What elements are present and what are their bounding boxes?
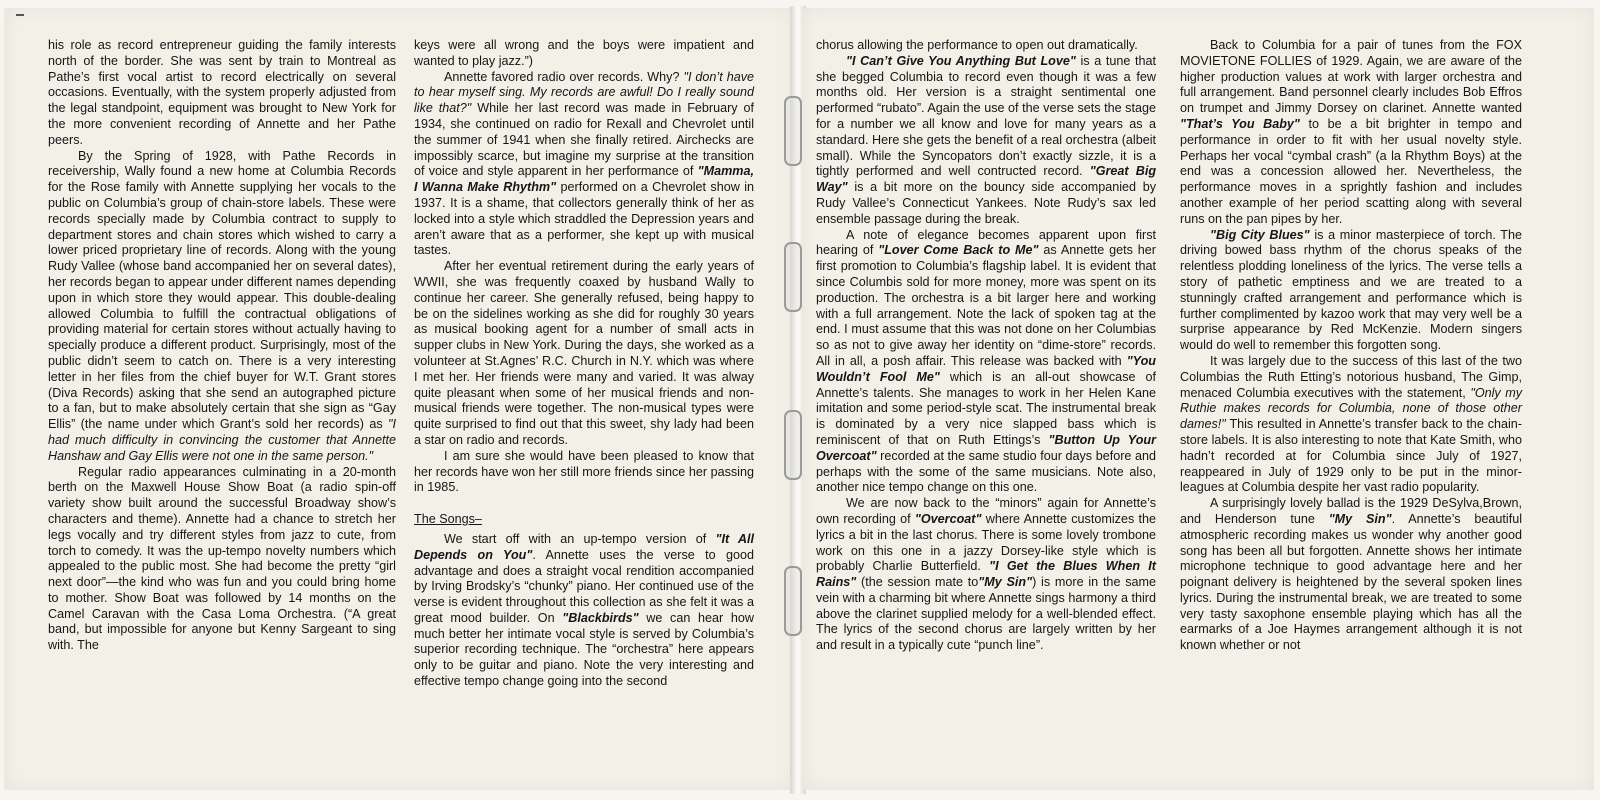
paragraph: "Big City Blues" is a minor masterpiece of torch. The driving bowed bass rhythm of the chorus speaks of the relentless plodding loneliness of the lyrics. The verse tells a story of pathetic emptiness and we are treated to a stunningly crafted arrangement and performance which is further complimented by kazoo work that may very well be a surprise appearance by Red McKenzie. Modern singers would do well to remember this forgotten song. (1180, 227, 1522, 353)
quote: "I don’t have to hear myself sing. My records are awful! Do I really sound like that?" (414, 69, 755, 116)
paragraph: Annette favored radio over records. Why? "I don’t have to hear myself sing. My records are awful! Do I really sound like that?" While her last record was made in February of 1934, she continued on radio for Rexall and Chevrolet until the summer of 1941 when she finally retired. Airchecks are impossibly scarce, but imagine my surprise at the transition of voice and style apparent in her performance of "Mamma, I Wanna Make Rhythm" performed on a Chevrolet show in 1937. It is a shame, that collectors generally think of her as locked into a style which straddled the Depression years and aren’t aware that as a performer, she kept up with musical tastes. (414, 69, 755, 258)
paragraph: A note of elegance becomes apparent upon first hearing of "Lover Come Back to Me" as Annette gets her first promotion to Columbia’s flagship label. It is evident that since Columbis sold for more money, more was spent on its production. The orchestra is a bit larger here and working with a full arrangement. Note the lack of spoken tag at the end. I must assume that this was not done on her Columbias so as not to give away her identity on “dime-store” records. All in all, a posh affair. This release was backed with "You Wouldn’t Fool Me" which is an all-out showcase of Annette’s talents. She manages to work in her Helen Kane imitation and some period-style scat. The instrumental break is dominated by a very nice slapped bass which is reminiscent of that on Ruth Ettings’s "Button Up Your Overcoat" recorded at the same studio four days before and perhaps with the some of the same musicians. Note also, another nice tempo change on this one. (816, 227, 1157, 495)
staple (784, 96, 802, 166)
song-title: "My Sin" (1328, 511, 1392, 526)
section-heading: The Songs– (414, 512, 482, 527)
paragraph: By the Spring of 1928, with Pathe Records in receivership, Wally found a new home at Columbia Records for the Rose family with Annette supplying her vocals to the public on Columbia’s group of chain-store labels. These were records specially made by Columbia contract to supply to department stores and chain stores which wished to carry a lower priced proprietary line of records. Along with the young Rudy Vallee (whose band accompanied her on several dates), her records began to appear under different names depending upon in which store they would appear. This double-dealing allowed Columbia to fulfill the contractual obligations of providing material for certain stores without actually having to specially produce a different product. Surprisingly, most of the public didn’t seem to catch on. There is a very interesting letter in her files from the chief buyer for W.T. Grant stores (Diva Records) asking that she send an autographed picture to a fan, but to make absolutely certain that she sign as “Gay Ellis” (the name under which Grant’s sold her records) as "I had much difficulty in convincing the customer that Annette Hanshaw and Gay Ellis were not one in the same person." (48, 148, 397, 463)
song-title: "I Get the Blues When It Rains" (816, 559, 1156, 590)
song-title: "That’s You Baby" (1180, 116, 1300, 131)
left-page (4, 8, 794, 790)
paragraph: chorus allowing the performance to open out dramatically. (816, 38, 1138, 52)
song-title: "You Wouldn’t Fool Me" (816, 353, 1156, 384)
song-title: "Blackbirds" (562, 610, 639, 625)
staple (784, 566, 802, 636)
right-page (802, 8, 1594, 790)
song-title: "Great Big Way" (816, 164, 1157, 195)
song-title: "I Can’t Give You Anything But Love" (846, 53, 1076, 68)
paragraph: We start off with an up-tempo version of "It All Depends on You". Annette uses the verse to good advantage and does a straight vocal rendition accompanied by Irving Brodsky’s “chunky” piano. Her continued use of the verse is evident throughout this collection as she felt it was a great mood builder. On "Blackbirds" we can hear how much better her intimate vocal style is served by Columbia’s superior recording technique. The “orchestra” here appears only to be guitar and piano. Note the very interesting and effective tempo change going into the second (414, 531, 755, 689)
paragraph: A surprisingly lovely ballad is the 1929 DeSylva,Brown, and Henderson tune "My Sin". Annette’s beautiful atmospheric recording makes us wonder why another good song has been all but forgotten. Annette shows her intimate microphone technique to good advantage here and her poignant delivery is heightened by the several spoken lines lyrics. During the instrumental break, we are treated to some very tasty saxophone ensemble playing which has all the earmarks of a Joe Haymes arrangement although it is not known whether or not (1180, 496, 1522, 653)
paragraph: his role as record entrepreneur guiding the family interests north of the border. She was sent by train to Montreal as Pathe’s first vocal artist to record electrically on several occasions. Eventually, with the system properly adjusted from the legal standpoint, equipment was brought to New York for the more convenient recording of Annette and her Pathe peers. (48, 38, 396, 147)
song-title: "Big City Blues" (1210, 227, 1310, 242)
corner-mark (16, 14, 24, 16)
paragraph: I am sure she would have been pleased to know that her records have won her still more friends since her passing in 1985. (414, 448, 754, 495)
staple (784, 410, 802, 480)
paragraph: We are now back to the “minors” again for Annette’s own recording of "Overcoat" where Annette customizes the lyrics a bit in the last chorus. There is some lovely trombone work on this one in a jazzy Dorsey-like style which is probably Charlie Butterfield. "I Get the Blues When It Rains" (the session mate to"My Sin") is more in the same vein with a charming bit where Annette sings harmony a third above the clarinet supplied melody for a well-blended effect. The lyrics of the second chorus are largely written by her and result in a typically cute “punch line”. (816, 496, 1157, 653)
song-title: "Lover Come Back to Me" (878, 243, 1039, 258)
song-title: "Mamma, I Wanna Make Rhythm" (414, 164, 754, 195)
staple (784, 242, 802, 312)
paragraph: It was largely due to the success of this last of the two Columbias the Ruth Etting’s notorious husband, The Gimp, menaced Columbia executives with the statement, "Only my Ruthie makes records for Columbia, none of those other dames!" This resulted in Annette’s transfer back to the chain-store labels. It is also interesting to note that Kate Smith, who hadn’t recorded at for Columbia since July of 1927, reappeared in July of 1929 only to be put in the minor-leagues at Columbia despite her vast radio popularity. (1180, 353, 1523, 495)
column-4 (1180, 38, 1522, 654)
song-title: "Button Up Your Overcoat" (816, 432, 1157, 463)
column-3 (816, 38, 1156, 654)
paragraph: keys were all wrong and the boys were impatient and wanted to play jazz.”) (414, 38, 754, 68)
column-1 (48, 38, 396, 654)
quote: "Only my Ruthie makes records for Columbia, none of those other dames!" (1180, 385, 1523, 432)
paragraph: "I Can’t Give You Anything But Love" is a tune that she begged Columbia to record even though it was a few months old. Her version is a straight sentimental one performed “rubato”. Again the use of the verse sets the stage for a number we all know and love for many years as a standard. Here she gets the benefit of a real orchestra (albeit small). While the Syncopators don’t exactly sizzle, it is a tightly performed and well contructed record. "Great Big Way" is a bit more on the bouncy side accompanied by Rudy Vallee’s Connecticut Yankees. Note Rudy’s sax led ensemble passage during the break. (816, 53, 1157, 226)
song-title: "Overcoat" (914, 511, 982, 526)
paragraph: After her eventual retirement during the early years of WWII, she was frequently coaxed by husband Wally to continue her career. She generally refused, being happy to be on the sidelines working as she did for roughly 30 years as musical booking agent for a number of small acts in supper clubs in New York. During the days, she worked as a volunteer at St.Agnes’ R.C. Church in N.Y. which was where I met her. Her friends were many and varied. It was alway quite pleasant when some of her musical friends and non-musical friends were together. The non-musical types were quite surprised to find out that this sweet, shy lady had been a star on radio and records. (414, 259, 754, 447)
paragraph: Regular radio appearances culminating in a 20-month berth on the Maxwell House Show Boat (a radio spin-off variety show built around the successful Broadway show’s characters and theme). Annette had a chance to stretch her legs vocally and try different styles from jazz to cute, from torch to comedy. It was the up-tempo novelty numbers which appealed to the public most. She had become the pretty “girl next door”—the kind who was fun and you could bring home to mother. Show Boat was followed by 14 months on the Camel Caravan with the Casa Loma Orchestra. (“A great band, but impossible for anyone but Kenny Sargeant to sing with. The (48, 464, 396, 653)
song-title: "My Sin" (978, 575, 1033, 590)
quote: "I had much difficulty in convincing the customer that Annette Hanshaw and Gay Ellis were not one in the same person." (48, 417, 397, 463)
column-2 (414, 38, 754, 690)
song-title: "It All Depends on You" (414, 531, 755, 562)
paragraph: Back to Columbia for a pair of tunes from the FOX MOVIETONE FOLLIES of 1929. Again, we are aware of the higher production values at work with larger orchestra and full arrangement. Band personnel clearly includes Bob Effros on trumpet and Jimmy Dorsey on clarinet. Annette wanted "That’s You Baby" to be a bit brighter in tempo and performance in order to fit with her usual novelty style. Perhaps her vocal “cymbal crash” (a la Rhythm Boys) at the end was a concession allowed her. Nevertheless, the performance moves in a sprightly fashion and includes another example of her period scatting along with several runs on the pan pipes by her. (1180, 38, 1523, 226)
